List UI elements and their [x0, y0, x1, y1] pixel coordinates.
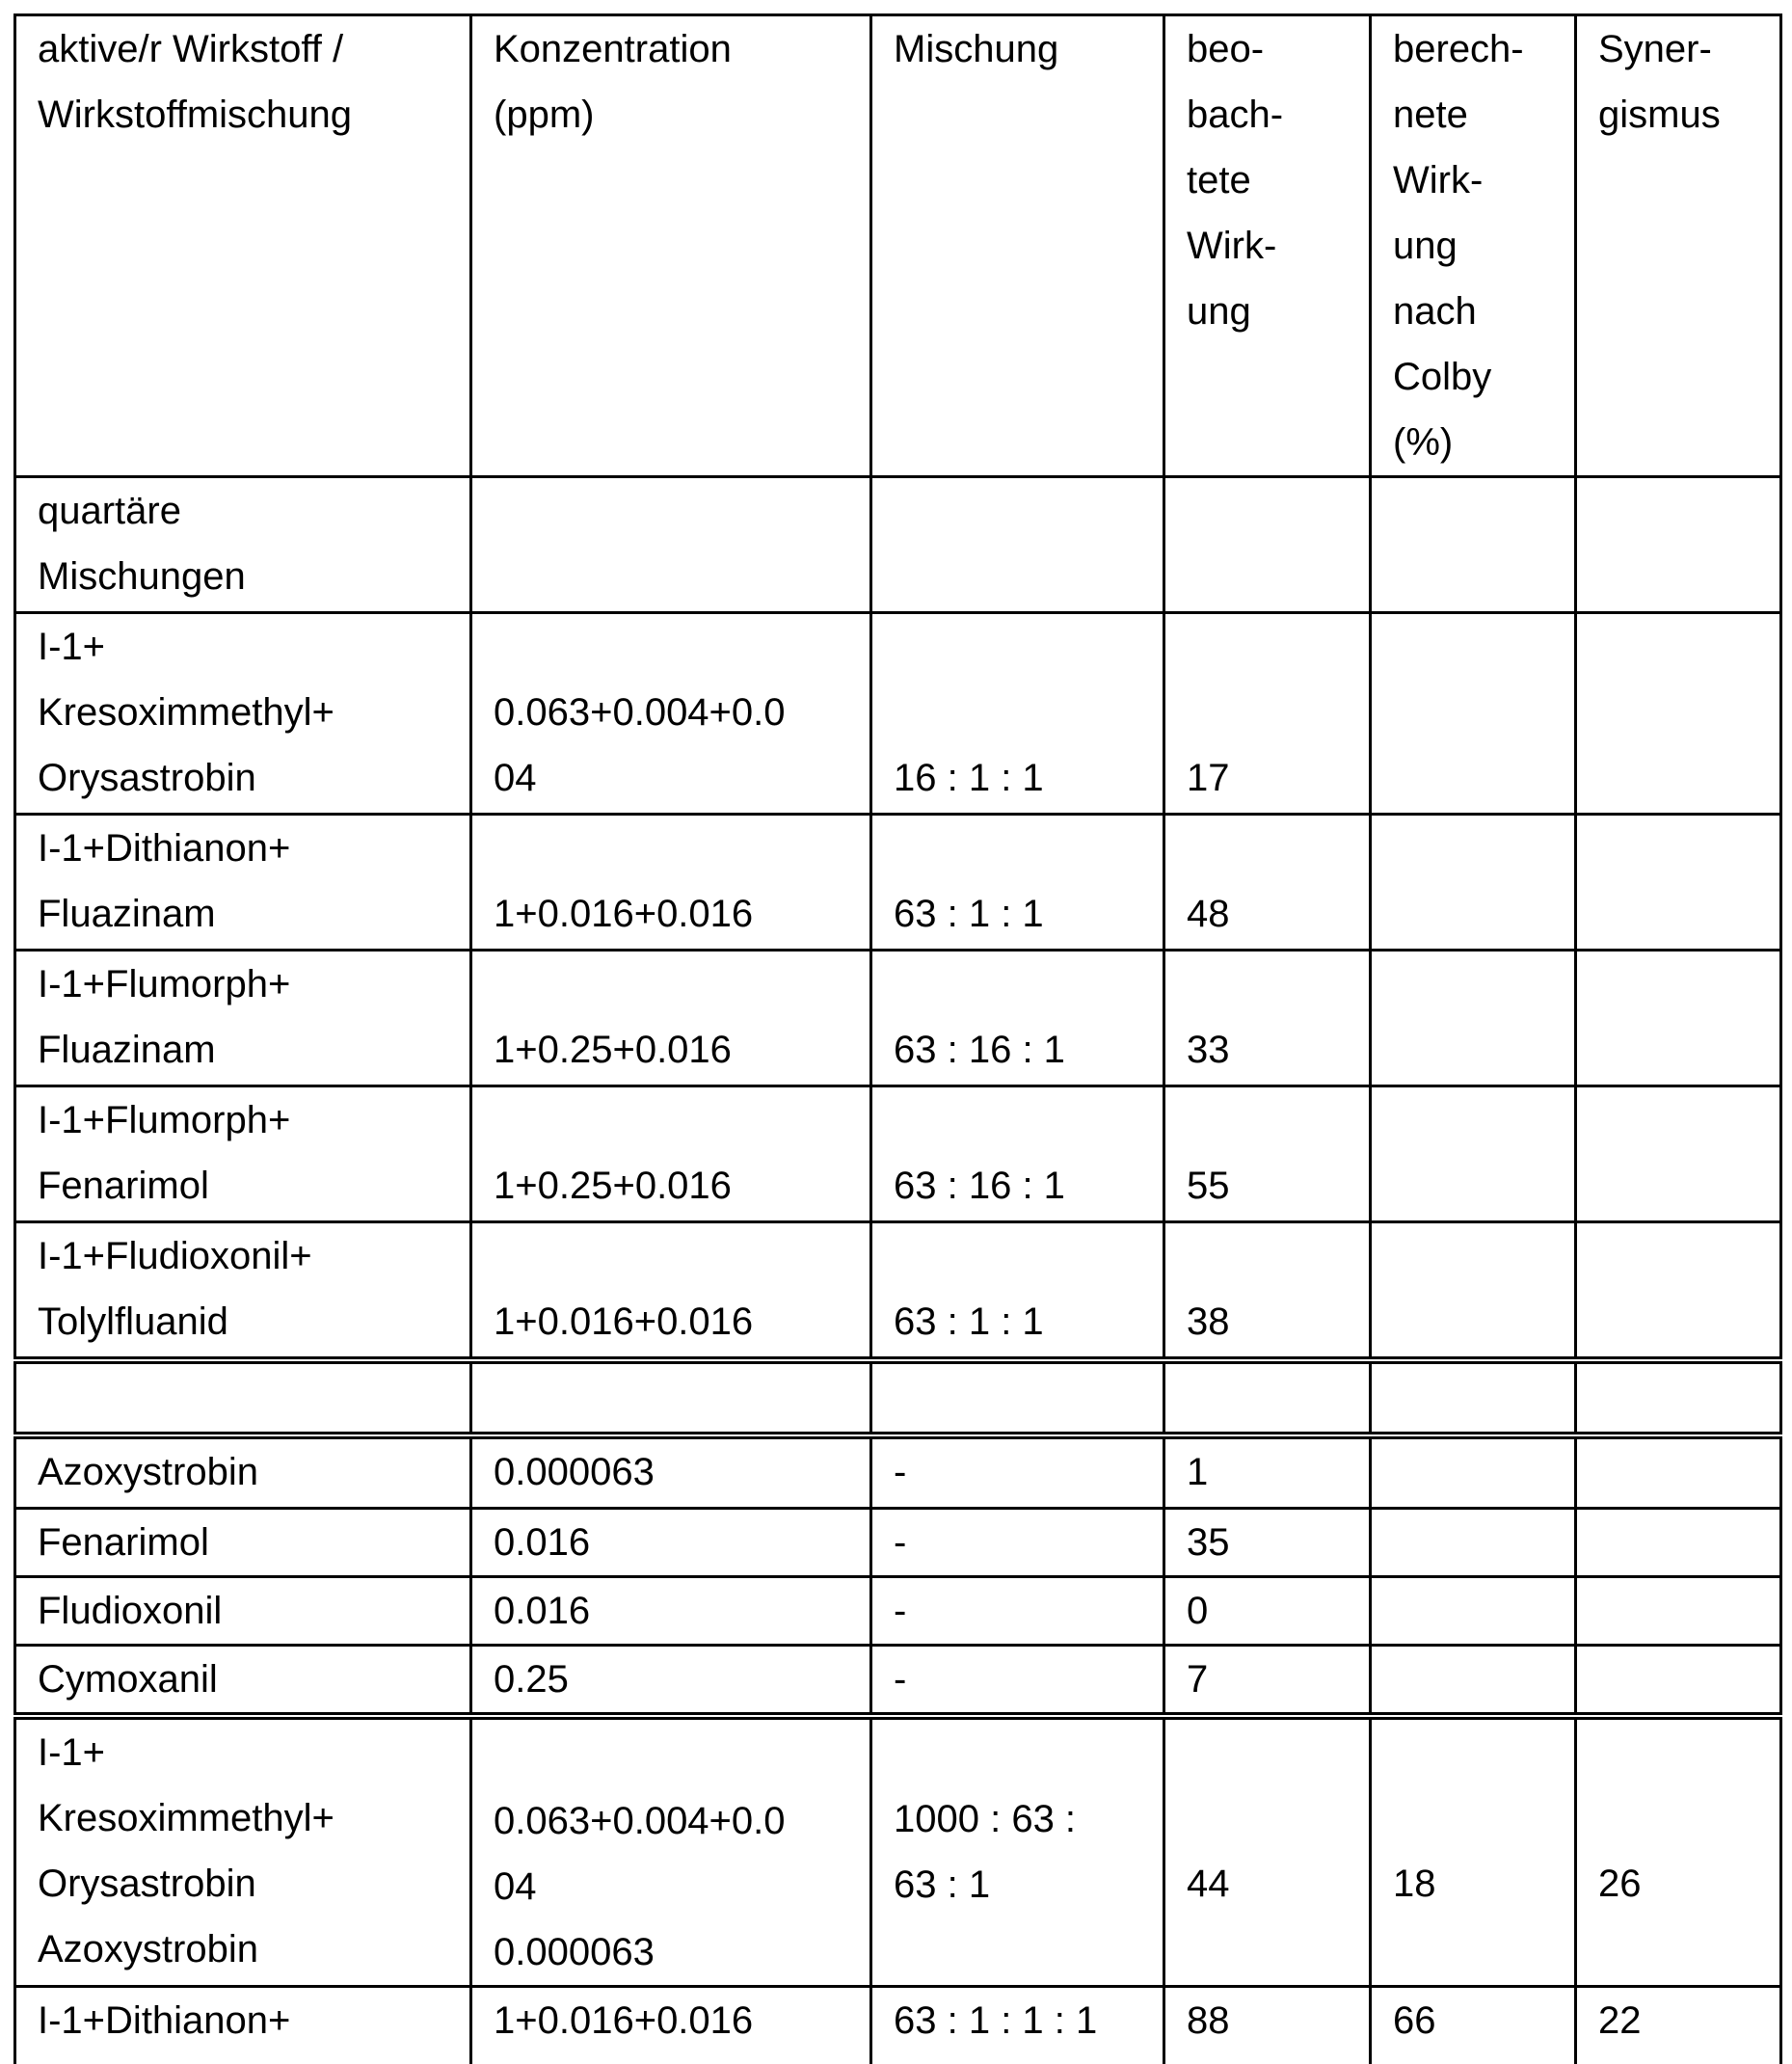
cell-beobachtete-wirkung: 38	[1164, 1222, 1371, 1361]
cell-berechnete-wirkung	[1371, 815, 1576, 951]
cell-beobachtete-wirkung: 17	[1164, 613, 1371, 815]
cell-synergismus	[1576, 1360, 1781, 1435]
cell-wirkstoff: I-1+ Kresoximmethyl+ Orysastrobin	[15, 613, 471, 815]
cell-wirkstoff: quartäre Mischungen	[15, 477, 471, 613]
cell-beobachtete-wirkung: 0	[1164, 1576, 1371, 1645]
cell-mischung: -	[871, 1645, 1164, 1716]
cell-mischung: 63 : 1 : 1	[871, 815, 1164, 951]
table-row	[15, 1987, 1781, 2064]
table-header-row	[15, 15, 1781, 477]
table-row	[15, 1716, 1781, 1987]
header-mischung: Mischung	[871, 15, 1164, 477]
table-row	[15, 951, 1781, 1086]
cell-mischung: 16 : 1 : 1	[871, 613, 1164, 815]
cell-wirkstoff: I-1+Dithianon+	[15, 1987, 471, 2064]
cell-wirkstoff: Cymoxanil	[15, 1645, 471, 1716]
cell-synergismus	[1576, 815, 1781, 951]
cell-synergismus	[1576, 951, 1781, 1086]
cell-beobachtete-wirkung: 35	[1164, 1508, 1371, 1576]
header-beobachtete-wirkung: beo- bach- tete Wirk- ung	[1164, 15, 1371, 477]
cell-synergismus	[1576, 1222, 1781, 1361]
cell-konzentration: 0.063+0.004+0.0 04 0.000063	[471, 1716, 871, 1987]
table-row	[15, 1086, 1781, 1222]
cell-mischung: 63 : 16 : 1	[871, 951, 1164, 1086]
cell-wirkstoff: I-1+Flumorph+ Fenarimol	[15, 1086, 471, 1222]
cell-konzentration: 0.016	[471, 1508, 871, 1576]
table-row	[15, 1576, 1781, 1645]
cell-konzentration	[471, 477, 871, 613]
cell-konzentration: 0.25	[471, 1645, 871, 1716]
cell-beobachtete-wirkung	[1164, 1360, 1371, 1435]
cell-konzentration: 1+0.25+0.016	[471, 951, 871, 1086]
cell-mischung: 1000 : 63 : 63 : 1	[871, 1716, 1164, 1987]
cell-mischung	[871, 477, 1164, 613]
table-row	[15, 1360, 1781, 1435]
cell-wirkstoff: I-1+Dithianon+ Fluazinam	[15, 815, 471, 951]
cell-wirkstoff: Fludioxonil	[15, 1576, 471, 1645]
cell-wirkstoff	[15, 1360, 471, 1435]
cell-konzentration: 0.016	[471, 1576, 871, 1645]
table-row	[15, 1645, 1781, 1716]
cell-berechnete-wirkung	[1371, 613, 1576, 815]
table-row	[15, 815, 1781, 951]
cell-mischung: 63 : 16 : 1	[871, 1086, 1164, 1222]
cell-synergismus	[1576, 1576, 1781, 1645]
cell-mischung: 63 : 1 : 1 : 1	[871, 1987, 1164, 2064]
cell-mischung	[871, 1360, 1164, 1435]
cell-wirkstoff: Fenarimol	[15, 1508, 471, 1576]
cell-beobachtete-wirkung: 55	[1164, 1086, 1371, 1222]
cell-wirkstoff: I-1+Flumorph+ Fluazinam	[15, 951, 471, 1086]
cell-berechnete-wirkung	[1371, 951, 1576, 1086]
cell-konzentration: 1+0.016+0.016	[471, 1987, 871, 2064]
results-table	[13, 13, 1782, 2064]
cell-synergismus	[1576, 1435, 1781, 1508]
cell-mischung: -	[871, 1576, 1164, 1645]
cell-konzentration: 0.000063	[471, 1435, 871, 1508]
header-konzentration: Konzentration (ppm)	[471, 15, 871, 477]
cell-konzentration: 1+0.016+0.016	[471, 1222, 871, 1361]
cell-mischung: -	[871, 1508, 1164, 1576]
cell-berechnete-wirkung	[1371, 1645, 1576, 1716]
cell-mischung: 63 : 1 : 1	[871, 1222, 1164, 1361]
table-row	[15, 1508, 1781, 1576]
cell-wirkstoff: I-1+Fludioxonil+ Tolylfluanid	[15, 1222, 471, 1361]
cell-konzentration	[471, 1360, 871, 1435]
table-row	[15, 1435, 1781, 1508]
cell-konzentration: 1+0.25+0.016	[471, 1086, 871, 1222]
cell-synergismus	[1576, 477, 1781, 613]
cell-beobachtete-wirkung	[1164, 477, 1371, 613]
cell-beobachtete-wirkung: 7	[1164, 1645, 1371, 1716]
cell-berechnete-wirkung	[1371, 1508, 1576, 1576]
cell-synergismus	[1576, 1508, 1781, 1576]
cell-mischung: -	[871, 1435, 1164, 1508]
cell-beobachtete-wirkung: 48	[1164, 815, 1371, 951]
cell-synergismus: 26	[1576, 1716, 1781, 1987]
cell-beobachtete-wirkung: 1	[1164, 1435, 1371, 1508]
cell-berechnete-wirkung: 66	[1371, 1987, 1576, 2064]
cell-beobachtete-wirkung: 88	[1164, 1987, 1371, 2064]
cell-synergismus	[1576, 1645, 1781, 1716]
cell-wirkstoff: Azoxystrobin	[15, 1435, 471, 1508]
cell-berechnete-wirkung	[1371, 1360, 1576, 1435]
cell-berechnete-wirkung	[1371, 477, 1576, 613]
cell-konzentration: 0.063+0.004+0.0 04	[471, 613, 871, 815]
table-row	[15, 477, 1781, 613]
table-row	[15, 1222, 1781, 1361]
cell-beobachtete-wirkung: 44	[1164, 1716, 1371, 1987]
cell-berechnete-wirkung	[1371, 1435, 1576, 1508]
cell-synergismus: 22	[1576, 1987, 1781, 2064]
cell-beobachtete-wirkung: 33	[1164, 951, 1371, 1086]
cell-berechnete-wirkung	[1371, 1086, 1576, 1222]
header-synergismus: Syner- gismus	[1576, 15, 1781, 477]
header-wirkstoff: aktive/r Wirkstoff / Wirkstoffmischung	[15, 15, 471, 477]
cell-konzentration: 1+0.016+0.016	[471, 815, 871, 951]
cell-berechnete-wirkung: 18	[1371, 1716, 1576, 1987]
cell-synergismus	[1576, 613, 1781, 815]
cell-berechnete-wirkung	[1371, 1222, 1576, 1361]
header-berechnete-wirkung: berech- nete Wirk- ung nach Colby (%)	[1371, 15, 1576, 477]
cell-wirkstoff: I-1+ Kresoximmethyl+ Orysastrobin Azoxystrobin	[15, 1716, 471, 1987]
table-row	[15, 613, 1781, 815]
cell-synergismus	[1576, 1086, 1781, 1222]
cell-berechnete-wirkung	[1371, 1576, 1576, 1645]
